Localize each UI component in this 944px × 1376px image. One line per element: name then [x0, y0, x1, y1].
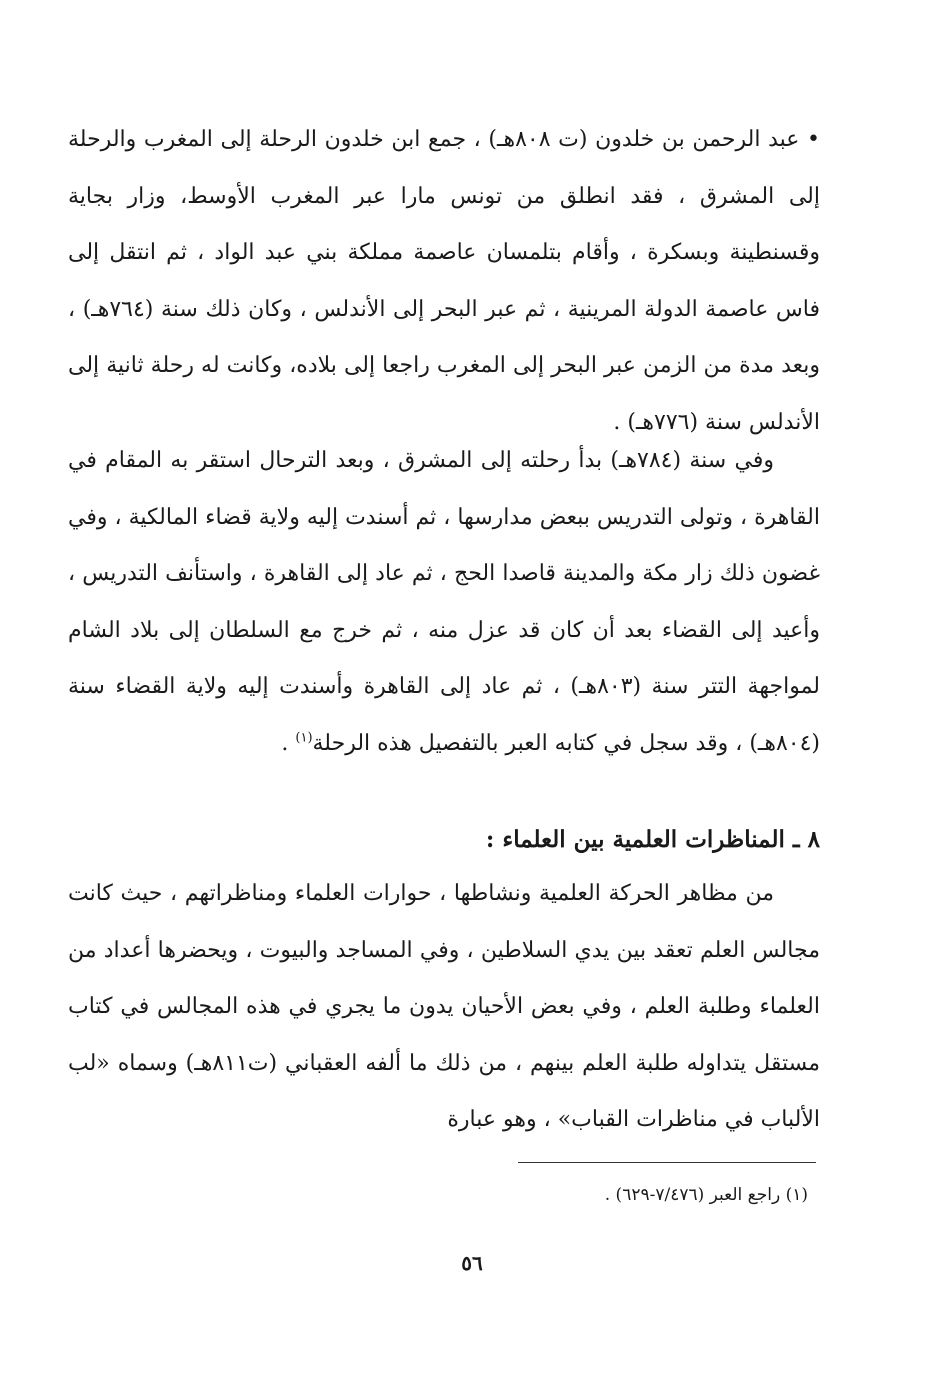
- footnote: (١) راجع العبر (٧/٤٧٦-٦٢٩) .: [604, 1185, 808, 1205]
- body-text-middle: [68, 433, 820, 772]
- paragraph-east-journey-end: .: [281, 730, 296, 756]
- body-text-bottom: [68, 866, 820, 1149]
- footnote-reference[interactable]: (١): [295, 730, 313, 746]
- page-number: ٥٦: [461, 1251, 483, 1275]
- paragraph-ibn-khaldun-journey: • عبد الرحمن بن خلدون (ت ٨٠٨هـ) ، جمع ابن خلدون الرحلة إلى المغرب والرحلة إلى المشرق ، فقد انطلق من تونس مارا عبر المغرب الأوسط، وزار بجاية وقسنطينة وبسكرة ، وأقام بتلمسان عاصمة مملكة بني عبد الواد ، ثم انتقل إلى فاس عاصمة الدولة المرينية ، ثم عبر البحر إلى الأندلس ، وكان ذلك سنة (٧٦٤هـ) ، وبعد مدة من الزمن عبر البحر إلى المغرب راجعا إلى بلاده، وكانت له رحلة ثانية إلى الأندلس سنة (٧٧٦هـ) .: [68, 127, 821, 435]
- body-text-top: [68, 112, 820, 451]
- footnote-divider: [518, 1162, 816, 1163]
- paragraph-debates: من مظاهر الحركة العلمية ونشاطها ، حوارات العلماء ومناظراتهم ، حيث كانت مجالس العلم تعقد بين يدي السلاطين ، وفي المساجد والبيوت ، ويحضرها أعداد من العلماء وطلبة العلم ، وفي بعض الأحيان يدون ما يجري في هذه المجالس في كتاب مستقل يتداوله طلبة العلم بينهم ، من ذلك ما ألفه العقباني (ت٨١١هـ) وسماه «لب الألباب في مناظرات القباب» ، وهو عبارة: [68, 881, 821, 1132]
- paragraph-east-journey-text: وفي سنة (٧٨٤هـ) بدأ رحلته إلى المشرق ، وبعد الترحال استقر به المقام في القاهرة ، وتولى التدريس ببعض مدارسها ، ثم أسندت إليه ولاية قضاء المالكية ، وفي غضون ذلك زار مكة والمدينة قاصدا الحج ، ثم عاد إلى القاهرة ، واستأنف التدريس ، وأعيد إلى القضاء بعد أن كان قد عزل منه ، ثم خرج مع السلطان إلى بلاد الشام لمواجهة التتر سنة (٨٠٣هـ) ، ثم عاد إلى القاهرة وأسندت إليه ولاية القضاء سنة (٨٠٤هـ) ، وقد سجل في كتابه العبر بالتفصيل هذه الرحلة: [68, 448, 820, 756]
- section-heading: ٨ ـ المناظرات العلمية بين العلماء :: [485, 826, 820, 853]
- paragraph-east-journey: [68, 433, 820, 772]
